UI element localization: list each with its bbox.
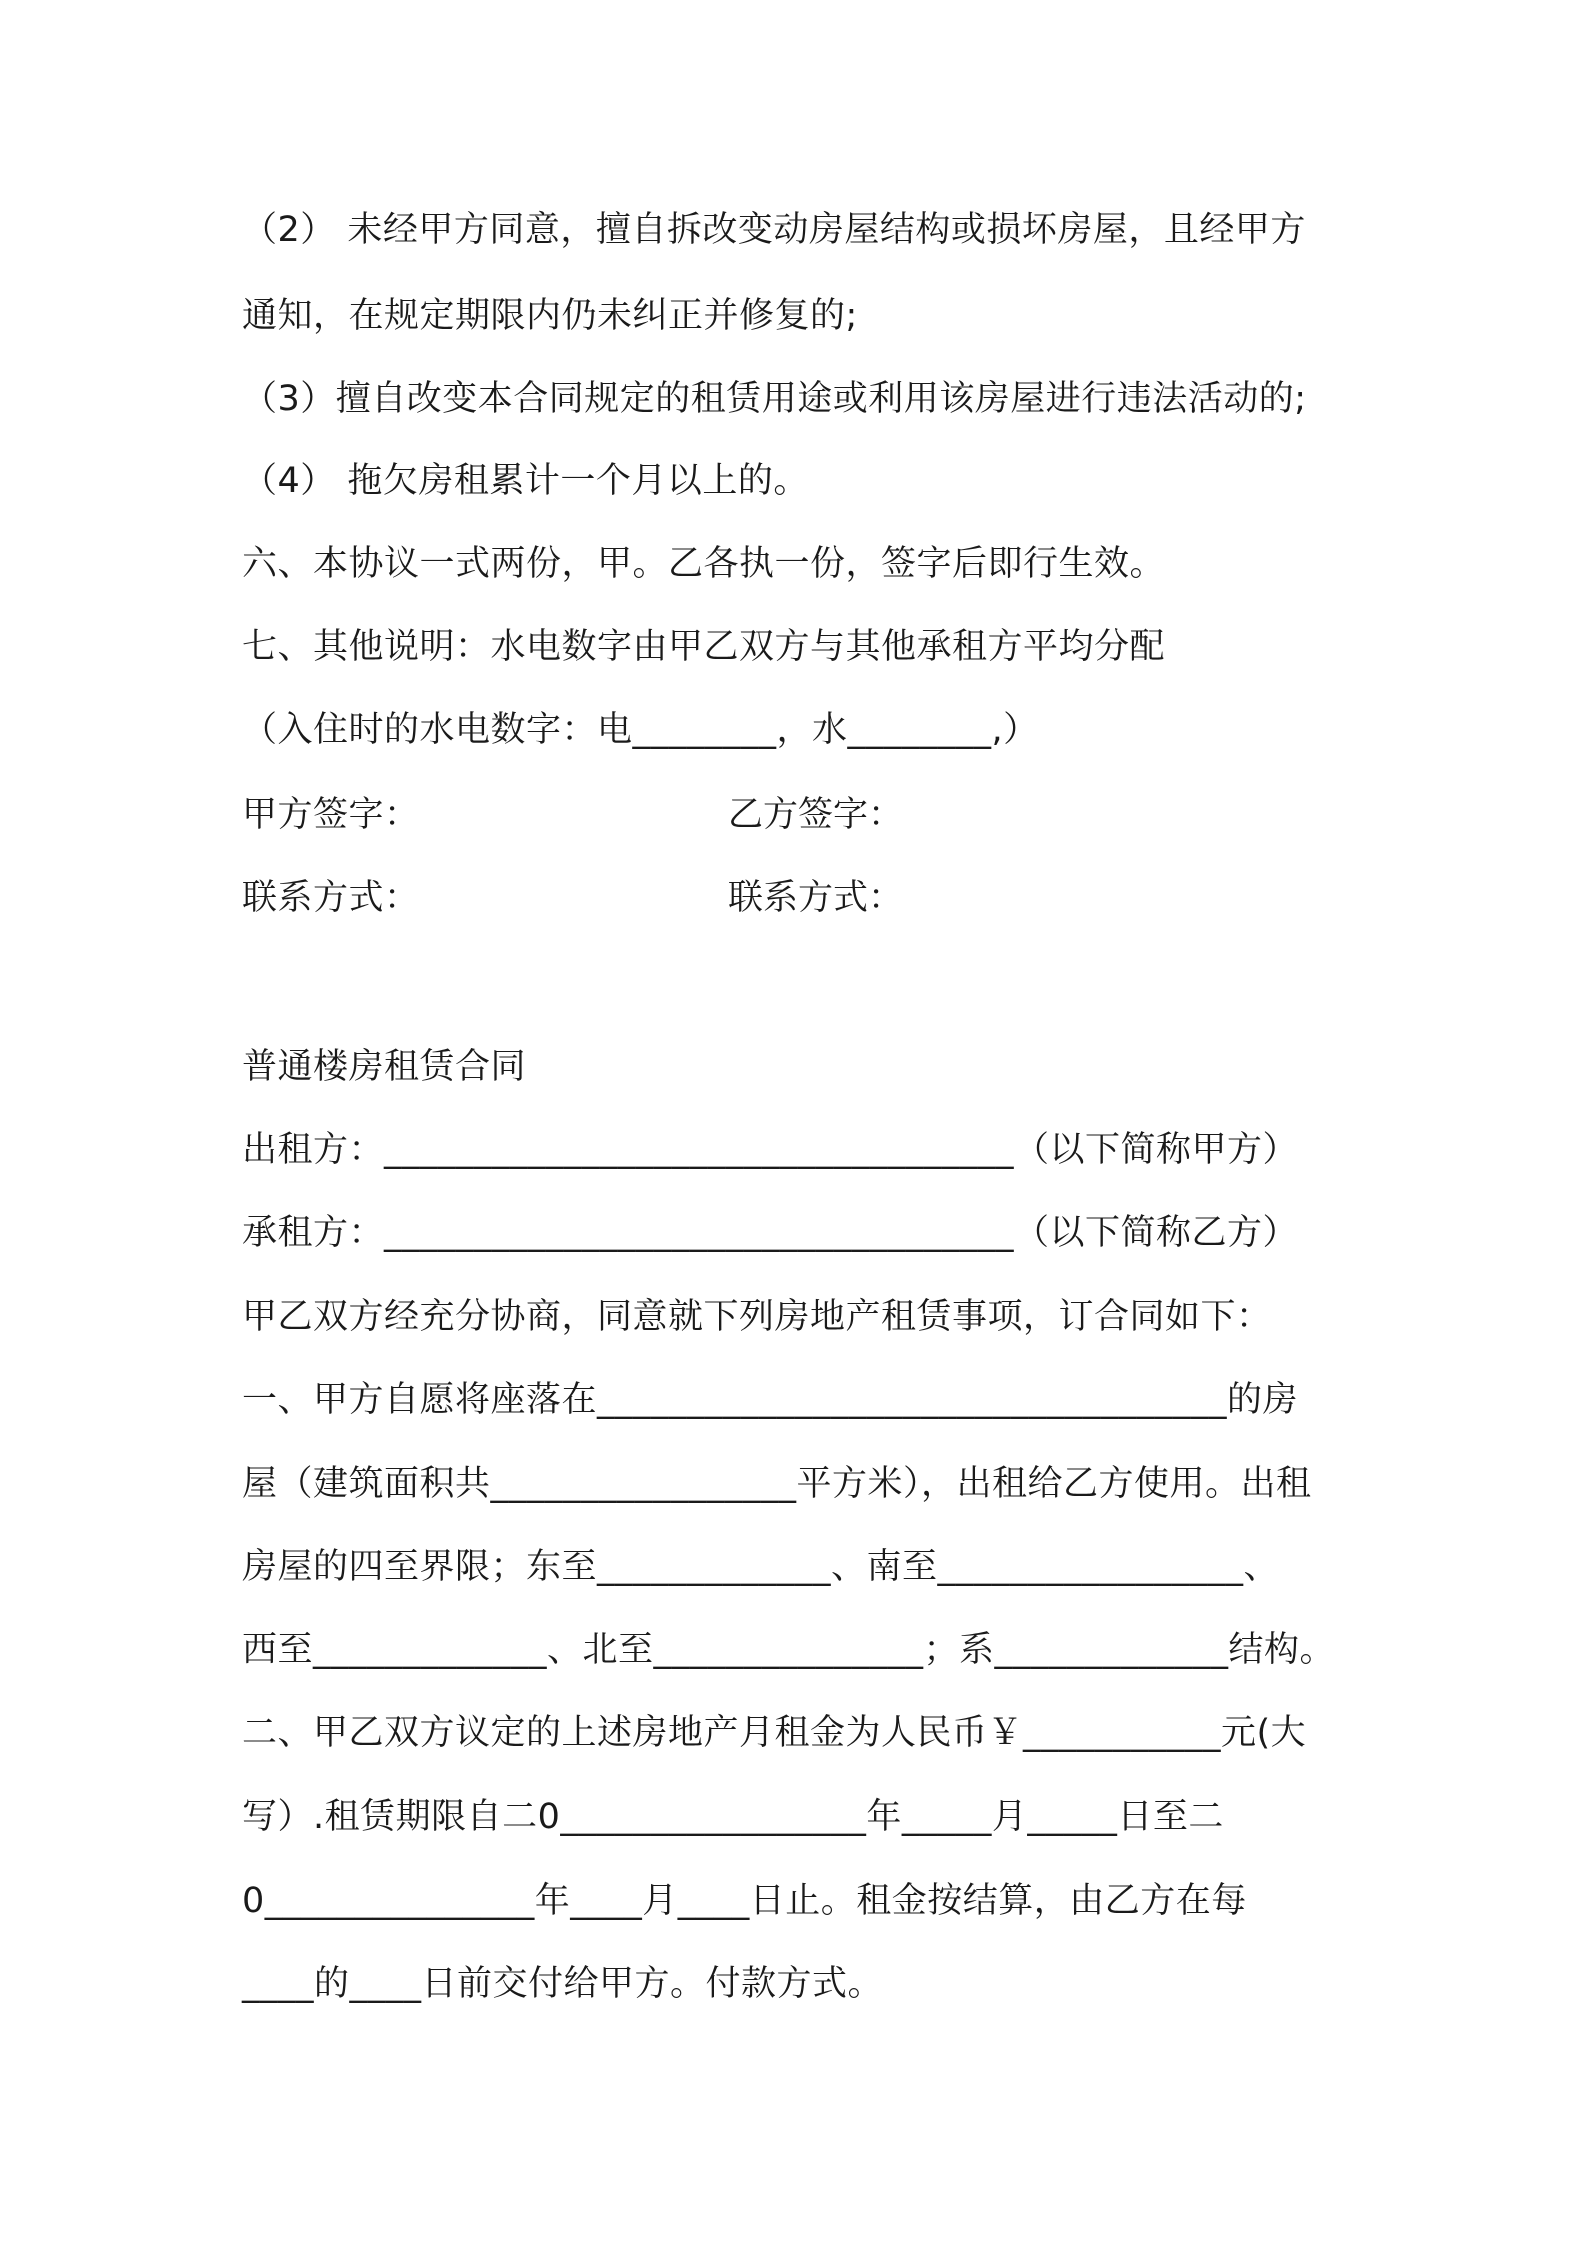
clause-1-line-1: 一、甲方自愿将座落在___________________________________的房 [242, 1380, 1299, 1420]
lessor-line: 出租方：___________________________________（以下简称甲方） [242, 1130, 1299, 1170]
intro-line: 甲乙双方经充分协商，同意就下列房地产租赁事项，订合同如下： [242, 1297, 1272, 1337]
meter-readings: （入住时的水电数字：电________，水________,） [242, 710, 1039, 750]
clause-7: 七、其他说明：水电数字由甲乙双方与其他承租方平均分配 [242, 627, 1166, 667]
clause-item-4: （4） 拖欠房租累计一个月以上的。 [242, 461, 809, 501]
contract-title: 普通楼房租赁合同 [242, 1047, 527, 1087]
party-a-signature-label: 甲方签字： [242, 795, 420, 835]
clause-2-line-1: 二、甲乙双方议定的上述房地产月租金为人民币￥___________元(大 [242, 1713, 1307, 1753]
party-a-contact-label: 联系方式： [242, 878, 420, 918]
clause-1-line-2: 屋（建筑面积共_________________平方米），出租给乙方使用。出租 [242, 1464, 1312, 1504]
clause-1-line-3: 房屋的四至界限；东至_____________、南至_________________、 [242, 1547, 1280, 1587]
party-b-contact-label: 联系方式： [728, 878, 904, 918]
clause-item-3: （3）擅自改变本合同规定的租赁用途或利用该房屋进行违法活动的; [242, 379, 1307, 419]
lessee-line: 承租方：___________________________________（以下简称乙方） [242, 1213, 1299, 1253]
clause-item-2-line-1: （2） 未经甲方同意，擅自拆改变动房屋结构或损坏房屋，且经甲方 [242, 210, 1306, 250]
party-b-signature-label: 乙方签字： [728, 795, 904, 835]
clause-1-line-4: 西至_____________、北至_______________；系_____________结构。 [242, 1630, 1336, 1670]
clause-2-line-3: 0_______________年____月____日止。租金按结算，由乙方在每 [242, 1881, 1247, 1921]
clause-6: 六、本协议一式两份，甲。乙各执一份，签字后即行生效。 [242, 544, 1166, 584]
clause-2-line-2: 写）.租赁期限自二0_________________年_____月_____日至二 [242, 1797, 1224, 1837]
clause-2-line-4: ____的____日前交付给甲方。付款方式。 [242, 1964, 884, 2004]
clause-item-2-line-2: 通知，在规定期限内仍未纠正并修复的; [242, 296, 858, 336]
